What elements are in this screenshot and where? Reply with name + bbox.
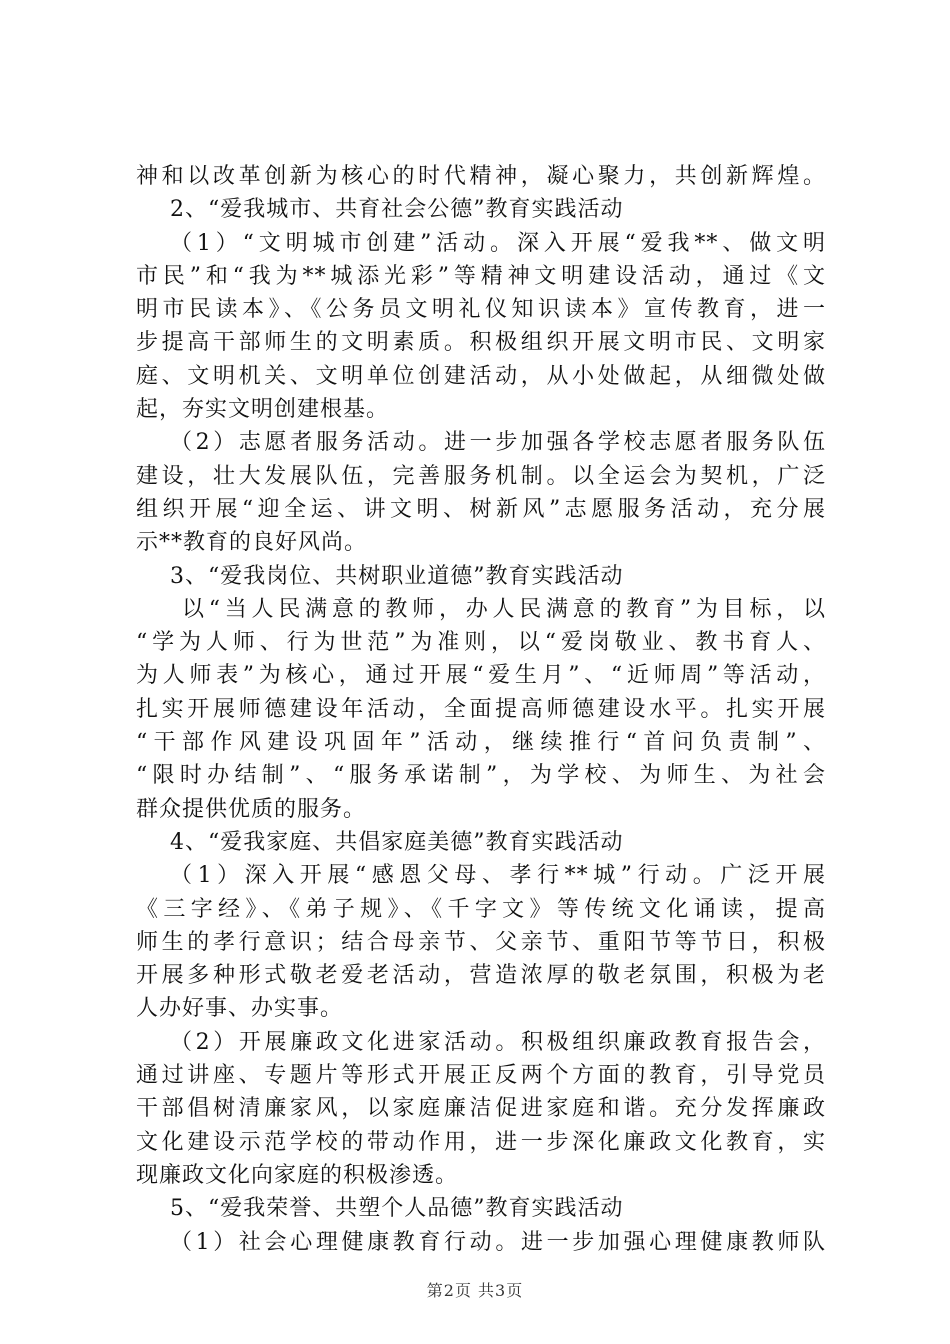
section-heading: 4、“爱我家庭、共倡家庭美德”教育实践活动 xyxy=(170,829,624,855)
paragraph-line: （1）深入开展“感恩父母、孝行**城”行动。广泛开展 xyxy=(170,863,826,889)
paragraph-line: （2）志愿者服务活动。进一步加强各学校志愿者服务队伍 xyxy=(170,430,826,456)
section-heading: 2、“爱我城市、共育社会公德”教育实践活动 xyxy=(170,197,624,223)
paragraph-line: 示**教育的良好风尚。 xyxy=(136,530,368,556)
paragraph-line: 扎实开展师德建设年活动，全面提高师德建设水平。扎实开展 xyxy=(136,696,826,722)
paragraph-line: 开展多种形式敬老爱老活动，营造浓厚的敬老氛围，积极为老 xyxy=(136,963,826,989)
paragraph-line: （1）“文明城市创建”活动。深入开展“爱我**、做文明 xyxy=(170,230,826,256)
paragraph-line: “学为人师、行为世范”为准则，以“爱岗敬业、教书育人、 xyxy=(136,630,826,656)
paragraph-line: 庭、文明机关、文明单位创建活动，从小处做起，从细微处做 xyxy=(136,363,826,389)
paragraph-line: 群众提供优质的服务。 xyxy=(136,796,367,822)
paragraph-line: 为人师表”为核心，通过开展“爱生月”、“近师周”等活动， xyxy=(136,663,826,689)
paragraph-line: 文化建设示范学校的带动作用，进一步深化廉政文化教育，实 xyxy=(136,1129,826,1155)
paragraph-line: 起，夯实文明创建根基。 xyxy=(136,397,390,423)
paragraph-line: 干部倡树清廉家风，以家庭廉洁促进家庭和谐。充分发挥廉政 xyxy=(136,1096,826,1122)
section-heading: 3、“爱我岗位、共树职业道德”教育实践活动 xyxy=(170,563,624,589)
paragraph-line: “干部作风建设巩固年”活动，继续推行“首问负责制”、 xyxy=(136,730,826,756)
paragraph-line: 师生的孝行意识；结合母亲节、父亲节、重阳节等节日，积极 xyxy=(136,929,826,955)
paragraph-line: 人办好事、办实事。 xyxy=(136,996,344,1022)
page-footer: 第2页 共3页 xyxy=(426,1281,524,1300)
document-body xyxy=(136,160,826,1259)
paragraph-line: 市民”和“我为**城添光彩”等精神文明建设活动，通过《文 xyxy=(136,263,826,289)
paragraph-line: （2）开展廉政文化进家活动。积极组织廉政教育报告会， xyxy=(170,1029,826,1055)
paragraph-line: 神和以改革创新为核心的时代精神，凝心聚力，共创新辉煌。 xyxy=(136,164,826,189)
paragraph-line: （1）社会心理健康教育行动。进一步加强心理健康教师队 xyxy=(170,1229,826,1255)
paragraph-line: 组织开展“迎全运、讲文明、树新风”志愿服务活动，充分展 xyxy=(136,496,826,522)
paragraph-line: 步提高干部师生的文明素质。积极组织开展文明市民、文明家 xyxy=(136,330,826,356)
paragraph-line: 建设，壮大发展队伍，完善服务机制。以全运会为契机，广泛 xyxy=(136,463,826,489)
paragraph-line: “限时办结制”、“服务承诺制”，为学校、为师生、为社会 xyxy=(136,763,826,789)
paragraph-line: 现廉政文化向家庭的积极渗透。 xyxy=(136,1162,459,1188)
paragraph-line: 《三字经》、《弟子规》、《千字文》等传统文化诵读，提高 xyxy=(136,896,826,922)
paragraph-line: 通过讲座、专题片等形式开展正反两个方面的教育，引导党员 xyxy=(136,1063,826,1089)
section-heading: 5、“爱我荣誉、共塑个人品德”教育实践活动 xyxy=(170,1196,624,1222)
paragraph-line: 明市民读本》、《公务员文明礼仪知识读本》宣传教育，进一 xyxy=(136,297,826,323)
paragraph-line: 以“当人民满意的教师，办人民满意的教育”为目标，以 xyxy=(182,596,826,622)
